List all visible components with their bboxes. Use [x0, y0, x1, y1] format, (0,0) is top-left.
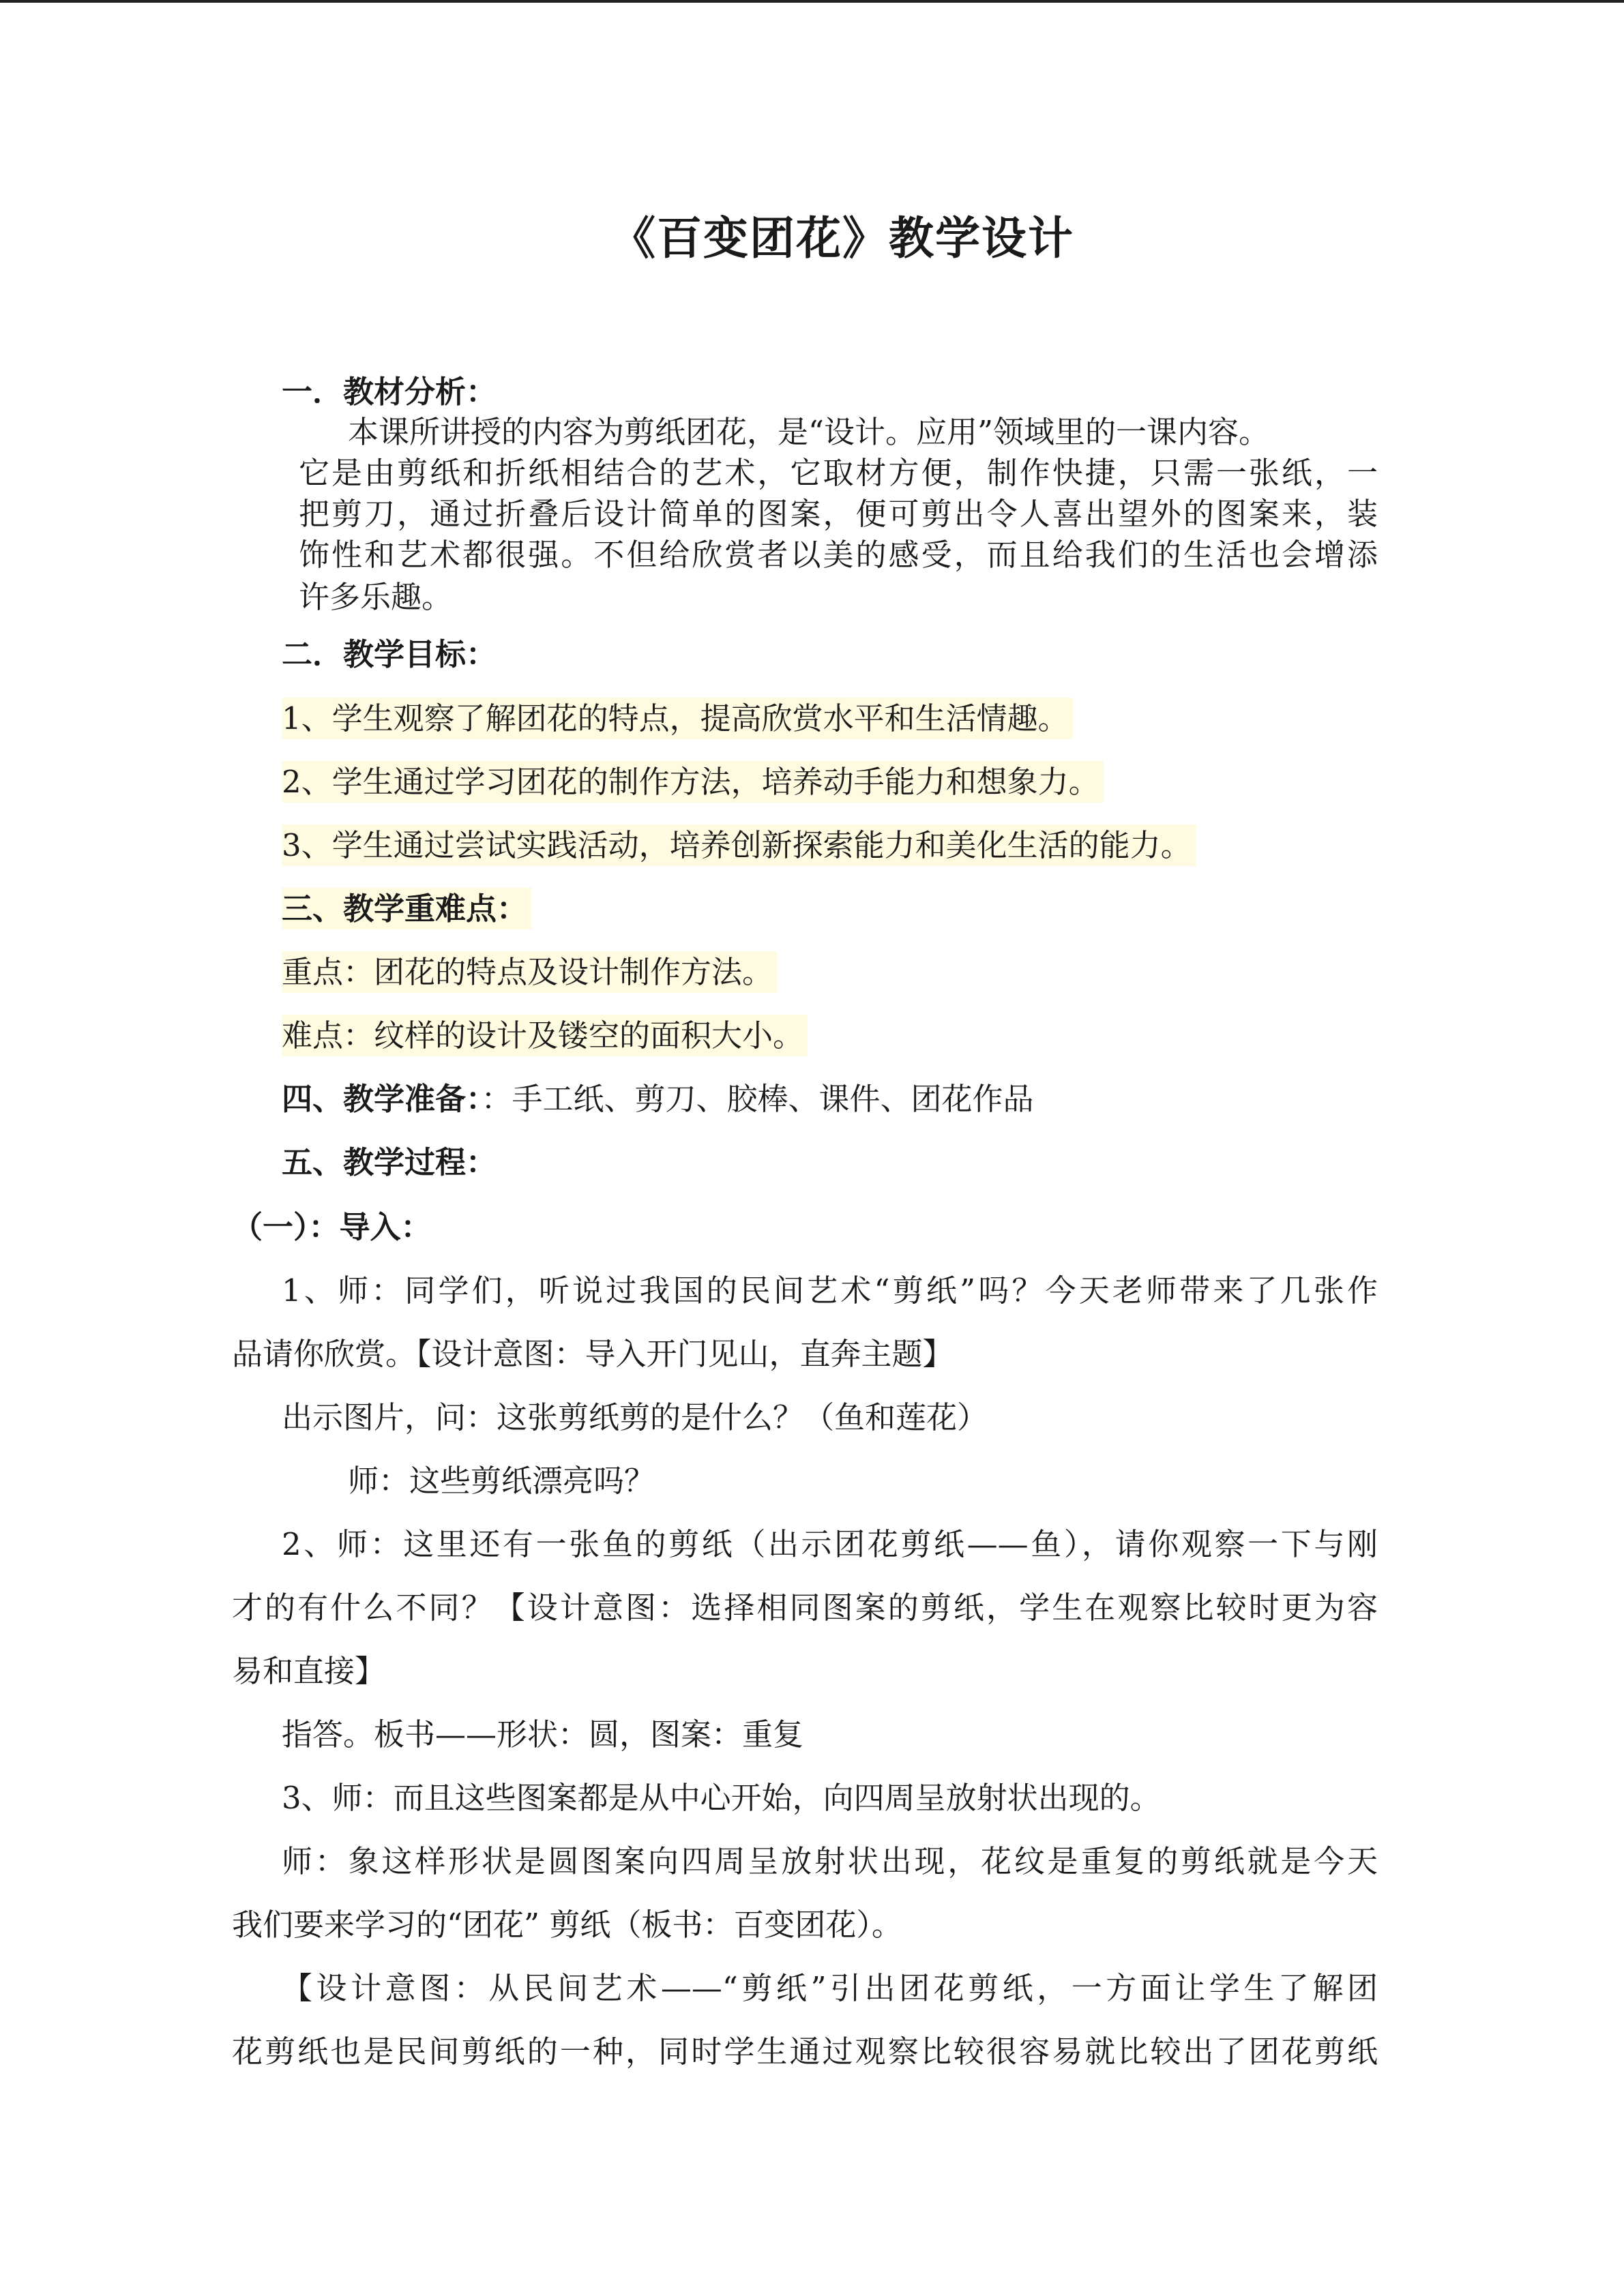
goal-item: 1、学生观察了解团花的特点，提高欣赏水平和生活情趣。: [282, 698, 1073, 739]
section-4-line: [282, 1079, 1034, 1120]
process-line: 师：这些剪纸漂亮吗？: [348, 1463, 655, 1499]
section-5-heading: 五、教学过程：: [282, 1144, 497, 1180]
process-line: 指答。板书——形状：圆，图案：重复: [282, 1716, 804, 1753]
section-4-heading: 四、教学准备：: [282, 1081, 482, 1117]
process-line: 出示图片，问：这张剪纸剪的是什么？（鱼和莲花）: [282, 1399, 988, 1435]
process-line: 2、师：这里还有一张鱼的剪纸（出示团花剪纸——鱼），请你观察一下与刚: [282, 1526, 1378, 1562]
difficult-point: 难点：纹样的设计及镂空的面积大小。: [282, 1015, 808, 1056]
process-line: 才的有什么不同？【设计意图：选择相同图案的剪纸，学生在观察比较时更为容: [232, 1590, 1378, 1626]
process-line: 易和直接】: [232, 1653, 386, 1689]
section-1-para-line: 许多乐趣。: [299, 579, 453, 615]
process-line: 【设计意图：从民间艺术——“剪纸”引出团花剪纸，一方面让学生了解团: [282, 1970, 1378, 2006]
process-line: 花剪纸也是民间剪纸的一种，同时学生通过观察比较很容易就比较出了团花剪纸: [232, 2033, 1378, 2070]
section-1-para-line: 它是由剪纸和折纸相结合的艺术，它取材方便，制作快捷，只需一张纸，一: [299, 455, 1378, 491]
goal-item: 3、学生通过尝试实践活动，培养创新探索能力和美化生活的能力。: [282, 825, 1196, 866]
section-1-para-line: 把剪刀，通过折叠后设计简单的图案，便可剪出令人喜出望外的图案来，装: [299, 496, 1378, 532]
section-1-para-line: 饰性和艺术都很强。不但给欣赏者以美的感受，而且给我们的生活也会增添: [299, 537, 1378, 573]
goal-item: 2、学生通过学习团花的制作方法，培养动手能力和想象力。: [282, 762, 1104, 803]
section-1-para-line: 本课所讲授的内容为剪纸团花，是“设计。应用”领域里的一课内容。: [348, 414, 1270, 450]
section-1-heading: 一．教材分析：: [282, 374, 497, 410]
subsection-intro-heading: （一）：导入：: [232, 1209, 432, 1245]
process-line: 1、师：同学们，听说过我国的民间艺术“剪纸”吗？今天老师带来了几张作: [282, 1272, 1378, 1309]
process-line: 师：象这样形状是圆图案向四周呈放射状出现，花纹是重复的剪纸就是今天: [282, 1843, 1378, 1879]
process-line: 我们要来学习的“团花” 剪纸（板书：百变团花）。: [232, 1907, 902, 1943]
section-3-heading: 三、教学重难点：: [282, 889, 531, 929]
process-line: 品请你欣赏。【设计意图：导入开门见山，直奔主题】: [232, 1336, 954, 1372]
process-line: 3、师：而且这些图案都是从中心开始，向四周呈放射状出现的。: [282, 1780, 1161, 1816]
document-title: 《百变团花》教学设计: [610, 212, 1074, 265]
page-top-border: [0, 0, 1624, 3]
key-point: 重点：团花的特点及设计制作方法。: [282, 952, 777, 993]
section-2-heading: 二．教学目标：: [282, 636, 497, 672]
preparation-items: ：手工纸、剪刀、胶棒、课件、团花作品: [481, 1081, 1034, 1117]
